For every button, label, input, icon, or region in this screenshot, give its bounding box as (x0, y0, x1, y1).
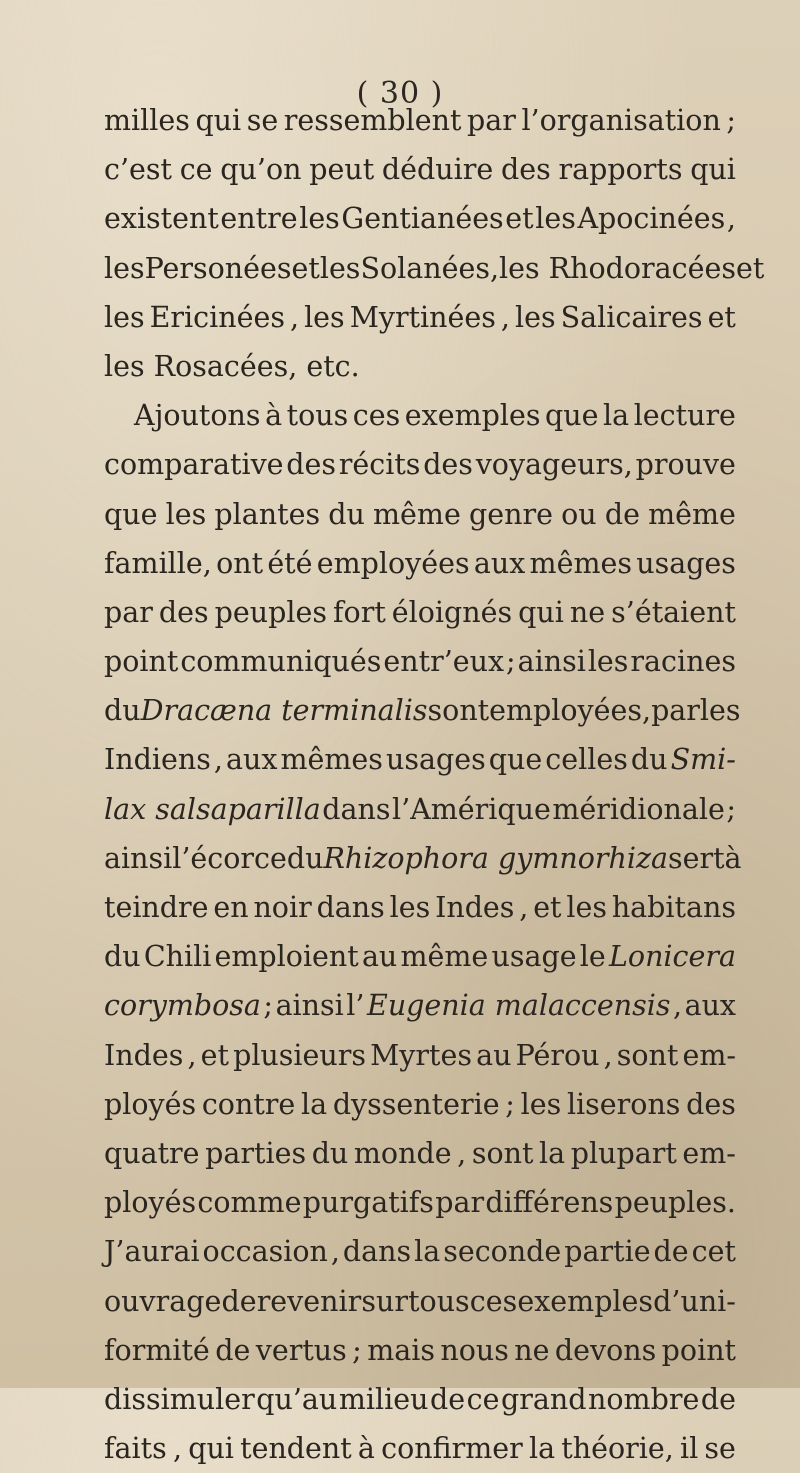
text-line (104, 637, 736, 686)
word: qui (518, 595, 564, 629)
text-line (104, 932, 736, 981)
word: rapports (558, 153, 683, 187)
word: dans (316, 891, 385, 924)
word: théorie, (561, 1432, 674, 1466)
word: qu’on (220, 153, 302, 187)
page-number: ( 30 ) (356, 76, 444, 111)
text-line (104, 342, 736, 391)
word: et (707, 300, 736, 334)
word: Apocinées (577, 202, 726, 236)
word: d’uni- (653, 1284, 736, 1318)
word: déduire (381, 153, 494, 187)
word: formité (104, 1333, 210, 1367)
word: c’est (104, 153, 172, 187)
word: , (457, 1136, 467, 1170)
text-line (104, 1080, 736, 1129)
word: différens (485, 1186, 614, 1220)
word: ce (466, 1382, 500, 1416)
word: le (579, 940, 606, 974)
word: les (304, 300, 345, 334)
word: que (545, 399, 599, 433)
word: tendent (240, 1432, 352, 1466)
word: lax salsaparilla (104, 792, 321, 826)
word: corymbosa (104, 989, 261, 1023)
word: dissimuler (104, 1382, 255, 1416)
word: peuples (214, 595, 327, 629)
word: du (630, 743, 668, 777)
word: des (158, 595, 209, 629)
word: , (642, 694, 652, 728)
word: Ericinées (149, 300, 285, 334)
word: et (505, 202, 534, 236)
word: du (311, 1136, 349, 1170)
word: qui (188, 1432, 234, 1466)
word: occasion (202, 1235, 328, 1269)
word: noir (253, 891, 312, 924)
word: usages (636, 546, 736, 580)
word: des (500, 153, 551, 187)
text-line (104, 539, 736, 588)
word: récits (338, 448, 421, 482)
word: plusieurs (233, 1038, 367, 1072)
word: se (704, 1432, 736, 1466)
word: les Rosacées, etc. (104, 349, 360, 383)
word: les (165, 497, 207, 531)
word: quatre (104, 1136, 200, 1170)
word: , (330, 1235, 340, 1269)
word: ont (216, 546, 264, 580)
word: , (726, 202, 736, 236)
word: peuples. (614, 1186, 736, 1220)
word: milles (104, 104, 190, 137)
word: Salicaires (560, 300, 703, 334)
word: ; (726, 792, 736, 826)
word: milieu (338, 1382, 429, 1416)
word: ainsi (275, 989, 344, 1023)
text-line (104, 96, 736, 145)
word: exemples (517, 1284, 654, 1318)
word: revenir (256, 1284, 362, 1318)
word: qui (690, 153, 736, 187)
word: ainsi (104, 841, 173, 875)
word: habitans (611, 891, 736, 924)
word: les (104, 251, 145, 285)
word: Rhizophora gymnorhiza (323, 841, 668, 875)
word: J’aurai (104, 1235, 200, 1269)
word: purgatifs (302, 1186, 434, 1220)
word: s’étaient (611, 595, 736, 629)
word: des (686, 1087, 736, 1121)
word: liserons (566, 1087, 681, 1121)
word: ces (352, 399, 401, 433)
word: Gentianées (341, 202, 504, 236)
word: la (300, 1087, 328, 1121)
word: les (319, 251, 361, 285)
word: Indes (435, 891, 515, 924)
word: et (200, 1038, 229, 1072)
text-line (104, 1375, 736, 1424)
word: les (299, 202, 340, 236)
word: mêmes (529, 546, 632, 580)
word: peut (309, 153, 375, 187)
word: confirmer (381, 1432, 523, 1466)
word: Dracæna terminalis (140, 694, 428, 728)
word: entre (220, 202, 298, 236)
word: même (373, 497, 461, 531)
word: à (724, 841, 742, 875)
word: emploient (214, 940, 359, 974)
text-line (104, 588, 736, 637)
word: point (104, 645, 179, 679)
word: aux (473, 546, 526, 580)
word: famille, (104, 546, 212, 580)
word: vertus (255, 1333, 347, 1367)
word: ; (352, 1333, 362, 1367)
word: les (514, 300, 556, 334)
word: sont (471, 1136, 534, 1170)
word: grand (501, 1382, 587, 1416)
word: usages (385, 743, 486, 777)
word: usage (491, 940, 577, 974)
word: employées (316, 546, 470, 580)
text-line (104, 194, 736, 243)
word: ainsi (517, 645, 586, 679)
word: , (603, 1038, 613, 1072)
word: Chili (143, 940, 212, 974)
word: par (435, 1186, 485, 1220)
word: même (648, 497, 736, 531)
word: même (400, 940, 489, 974)
word: les (535, 202, 576, 236)
word: Smi- (670, 743, 736, 777)
word: ces (469, 1284, 518, 1318)
word: voyageurs, (475, 448, 633, 482)
word: tous (408, 1284, 470, 1318)
word: au (476, 1038, 512, 1072)
text-line (104, 1178, 736, 1227)
word: des (423, 448, 473, 482)
word: par (651, 694, 700, 728)
text-line (104, 1424, 736, 1473)
word: que (488, 743, 543, 777)
word: Indiens (104, 743, 211, 777)
word: sont (427, 694, 490, 728)
word: les (389, 891, 431, 924)
word: entr’eux (383, 645, 505, 679)
word: du (286, 841, 324, 875)
word: ne (569, 595, 606, 629)
word: par (104, 595, 153, 629)
word: seconde (443, 1235, 562, 1269)
text-line (104, 834, 742, 883)
text-line (104, 244, 765, 293)
word: em- (682, 1038, 736, 1072)
word: Eugenia malaccensis (367, 989, 671, 1023)
word: communiqués (180, 645, 382, 679)
word: plantes (214, 497, 321, 531)
word: Indes (104, 1038, 184, 1072)
word: l’écorce (172, 841, 287, 875)
word: Lonicera (608, 940, 736, 974)
word: Ajoutons (134, 399, 261, 433)
word: comme (197, 1186, 302, 1220)
word: , (519, 891, 529, 924)
word: il (679, 1432, 699, 1466)
word: méridionale (552, 792, 725, 826)
word: les (566, 891, 607, 924)
text-line (104, 1277, 736, 1326)
text-line (104, 145, 736, 194)
text-line (104, 1227, 736, 1276)
word: , (213, 743, 223, 777)
word: ouvrage (104, 1284, 222, 1318)
word: et (736, 251, 765, 285)
word: sur (361, 1284, 408, 1318)
word: de (429, 1382, 466, 1416)
text-line (104, 1129, 736, 1178)
word: lecture (633, 399, 736, 433)
word: genre (469, 497, 553, 531)
word: aux (226, 743, 278, 777)
word: , (172, 1432, 182, 1466)
word: tous (286, 399, 349, 433)
word: éloignés (391, 595, 513, 629)
word: qu’au (256, 1382, 338, 1416)
word: nombre (588, 1382, 700, 1416)
word: à (265, 399, 283, 433)
word: ployés (104, 1087, 197, 1121)
word: cet (691, 1235, 736, 1269)
text-line (104, 1031, 736, 1080)
word: de (221, 1284, 257, 1318)
word: employées (489, 694, 642, 728)
word: que (104, 497, 158, 531)
word: ; (726, 104, 736, 137)
word: ce (179, 153, 213, 187)
word: de (700, 1382, 736, 1416)
word: aux (684, 989, 736, 1023)
word: de (604, 497, 640, 531)
word: les (699, 694, 741, 728)
word: la (528, 1432, 556, 1466)
word: les (104, 300, 145, 334)
text-line (104, 735, 736, 784)
text-line (104, 883, 736, 932)
word: dans (342, 1235, 412, 1269)
word: celles (545, 743, 628, 777)
word: la (414, 1235, 441, 1269)
word: et (291, 251, 320, 285)
word: sont (616, 1038, 679, 1072)
word: partie (564, 1235, 651, 1269)
word: existent (104, 202, 219, 236)
text-line (104, 293, 736, 342)
text-line (104, 490, 736, 539)
word: des (286, 448, 337, 482)
word: en (213, 891, 249, 924)
word: la (539, 1136, 566, 1170)
word: à (357, 1432, 375, 1466)
word: du (104, 940, 141, 974)
text-line (104, 440, 736, 489)
word: les (520, 1087, 562, 1121)
word: les Rhodoracées (499, 251, 736, 285)
word: ressemblent (283, 104, 462, 137)
word: par (467, 104, 516, 137)
word: Personées (144, 251, 292, 285)
word: ployés (104, 1186, 197, 1220)
word: plupart (570, 1136, 677, 1170)
word: Myrtes (370, 1038, 472, 1072)
word: qui (195, 104, 242, 137)
word: sert (667, 841, 725, 875)
text-line (104, 391, 736, 440)
word: la (603, 399, 630, 433)
word: ; (263, 989, 274, 1023)
word: ou (561, 497, 597, 531)
word: mais (367, 1333, 435, 1367)
word: devons (554, 1333, 657, 1367)
word: em- (682, 1136, 736, 1170)
word: dyssenterie (332, 1087, 500, 1121)
word: , (489, 251, 500, 285)
text-line (104, 785, 736, 834)
word: , (187, 1038, 197, 1072)
text-line (104, 686, 741, 735)
word: été (267, 546, 313, 580)
word: , (500, 300, 510, 334)
word: racines (630, 645, 736, 679)
word: du (104, 694, 141, 728)
word: Pérou (515, 1038, 600, 1072)
word: l’organisation (521, 104, 721, 137)
word: mêmes (280, 743, 383, 777)
word: ne (514, 1333, 550, 1367)
word: Solanées (360, 251, 490, 285)
word: nous (440, 1333, 509, 1367)
text-line (104, 981, 736, 1030)
word: Myrtinées (349, 300, 496, 334)
body-text (104, 96, 765, 1473)
text-line (104, 1326, 736, 1375)
word: l’Amérique (392, 792, 551, 826)
word: fort (332, 595, 386, 629)
word: point (661, 1333, 736, 1367)
word: de (653, 1235, 689, 1269)
word: prouve (635, 448, 736, 482)
word: , (289, 300, 300, 334)
word: faits (104, 1432, 167, 1466)
word: , (672, 989, 683, 1023)
word: se (246, 104, 279, 137)
word: ; (505, 1087, 515, 1121)
word: exemples (404, 399, 541, 433)
word: parties (205, 1136, 307, 1170)
word: au (361, 940, 398, 974)
word: de (215, 1333, 251, 1367)
word: du (328, 497, 365, 531)
word: teindre (104, 891, 209, 924)
word: ; (506, 645, 516, 679)
word: l’ (346, 989, 365, 1023)
word: contre (201, 1087, 296, 1121)
word: monde (353, 1136, 452, 1170)
word: les (587, 645, 629, 679)
word: comparative (104, 448, 284, 482)
word: dans (322, 792, 391, 826)
word: et (533, 891, 562, 924)
